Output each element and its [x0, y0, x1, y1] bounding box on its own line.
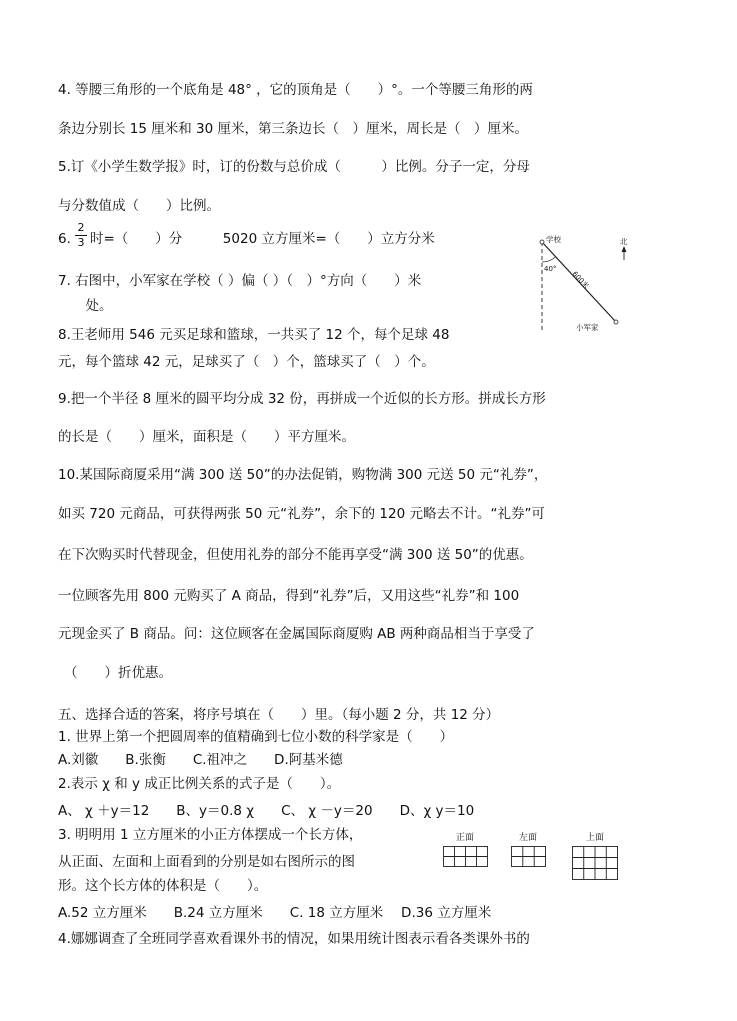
distance-label: 600米 — [570, 269, 591, 291]
view-top — [570, 830, 620, 880]
question-9-line-2: 的长是（ ）厘米，面积是（ ）平方厘米。 — [58, 429, 355, 445]
question-10-line-4: 一位顾客先用 800 元购买了 A 商品，得到“礼券”后，又用这些“礼券”和 100 — [58, 588, 520, 604]
school-label: 学校 — [546, 235, 561, 244]
question-5-line-1: 5.订《小学生数学报》时，订的份数与总价成（ ）比例。分子一定，分母 — [58, 159, 530, 175]
question-7-line-1: 7. 右图中，小军家在学校（ ）偏（ ）（ ）°方向（ ）米 — [58, 273, 422, 289]
fraction-numerator: 2 — [77, 221, 85, 234]
fraction — [75, 222, 87, 249]
choice-3-options: A.52 立方厘米 B.24 立方厘米 C. 18 立方厘米 D.36 立方厘米 — [58, 905, 492, 921]
top-view-grid — [572, 846, 618, 880]
home-point — [614, 320, 618, 324]
choice-3-line-2: 从正面、左面和上面看到的分别是如右图所示的图 — [58, 854, 355, 870]
view-left — [507, 830, 549, 867]
question-10-line-6: （ ）折优惠。 — [64, 665, 172, 681]
question-7-line-2: 处。 — [72, 298, 113, 314]
choice-1-question: 1. 世界上第一个把圆周率的值精确到七位小数的科学家是（ ） — [58, 729, 454, 745]
view-top-label: 上面 — [585, 833, 604, 843]
question-4-line-1: 4. 等腰三角形的一个底角是 48° ，它的顶角是（ ）°。一个等腰三角形的两 — [58, 82, 533, 98]
angle-arc — [542, 257, 556, 262]
left-view-grid — [511, 846, 546, 867]
question-6-text: 时=（ ）分 5020 立方厘米=（ ）立方分米 — [90, 231, 435, 247]
fraction-denominator: 3 — [77, 236, 85, 249]
choice-4-question: 4.娜娜调查了全班同学喜欢看课外书的情况，如果用统计图表示看各类课外书的 — [58, 931, 530, 947]
front-view-grid — [443, 846, 488, 867]
view-front — [440, 830, 490, 867]
view-front-label: 正面 — [455, 833, 474, 843]
question-8-line-2: 元，每个篮球 42 元，足球买了（ ）个，篮球买了（ ）个。 — [58, 354, 435, 370]
question-10-line-2: 如买 720 元商品，可获得两张 50 元“礼券”，余下的 120 元略去不计。“礼券”可 — [58, 506, 545, 522]
home-label: 小军家 — [576, 323, 599, 332]
north-label: 北 — [620, 237, 628, 246]
angle-label: 40° — [544, 265, 557, 273]
question-6-number: 6. — [58, 231, 71, 247]
question-10-line-5: 元现金买了 B 商品。问：这位顾客在金属国际商厦购 AB 两种商品相当于享受了 — [58, 626, 535, 642]
choice-3-line-3: 形。这个长方体的体积是（ ）。 — [58, 878, 268, 894]
north-arrow-icon — [622, 246, 627, 252]
direction-map-figure — [530, 230, 638, 338]
view-left-label: 左面 — [518, 833, 537, 843]
question-8-line-1: 8.王老师用 546 元买足球和篮球，一共买了 12 个，每个足球 48 — [58, 327, 450, 343]
choice-2-options: A、 χ ＋y＝12 B、y＝0.8 χ C、 χ －y＝20 D、χ y＝10 — [58, 803, 475, 819]
question-9-line-1: 9.把一个半径 8 厘米的圆平均分成 32 份，再拼成一个近似的长方形。拼成长方形 — [58, 391, 546, 407]
question-5-line-2: 与分数值成（ ）比例。 — [58, 198, 220, 214]
question-4-line-2: 条边分别长 15 厘米和 30 厘米，第三条边长（ ）厘米，周长是（ ）厘米。 — [58, 121, 529, 137]
question-10-line-1: 10.某国际商厦采用“满 300 送 50”的办法促销，购物满 300 元送 50 元“礼券”， — [58, 467, 548, 483]
choice-1-options: A.刘徽 B.张衡 C.祖冲之 D.阿基米德 — [58, 752, 343, 768]
section-5-heading: 五、选择合适的答案，将序号填在（ ）里。（每小题 2 分，共 12 分） — [58, 707, 500, 723]
school-point — [540, 240, 544, 244]
choice-3-line-1: 3. 明明用 1 立方厘米的小正方体摆成一个长方体， — [58, 827, 363, 843]
question-10-line-3: 在下次购买时代替现金，但使用礼券的部分不能再享受“满 300 送 50”的优惠。 — [58, 547, 533, 563]
choice-2-question: 2.表示 χ 和 y 成正比例关系的式子是（ ）。 — [58, 776, 341, 792]
